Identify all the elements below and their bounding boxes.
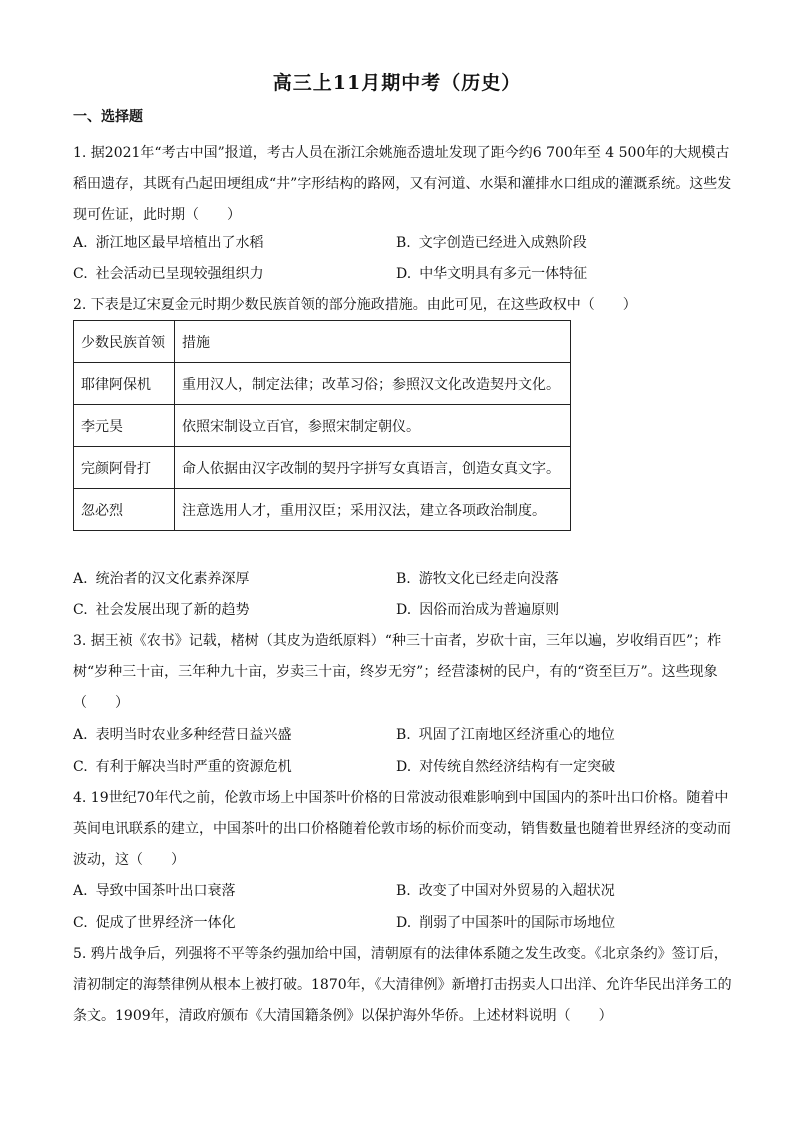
option-text: 因俗而治成为普遍原则 — [419, 602, 560, 618]
option-letter: C. — [73, 266, 88, 282]
table-cell: 耶律阿保机 — [74, 363, 175, 405]
option-text: 浙江地区最早培植出了水稻 — [95, 235, 264, 251]
option-text: 中华文明具有多元一体特征 — [419, 266, 588, 282]
option-letter: C. — [73, 759, 88, 775]
option-letter: D. — [396, 759, 412, 775]
option-letter: D. — [396, 266, 412, 282]
question-1-stem: 1. 据2021年“考古中国”报道，考古人员在浙江余姚施岙遗址发现了距今约6 700年至 4 500年的大规模古稻田遗存，其既有凸起田埂组成“井”字形结构的路网，又有河道、水渠和灌排水口组成的灌溉系统。这些发现可佐证，此时期（ ） — [73, 145, 732, 223]
question-3-option-b[interactable] — [396, 725, 615, 745]
question-4-option-c[interactable] — [73, 913, 236, 933]
option-letter: A. — [73, 883, 88, 899]
section-heading: 一、选择题 — [73, 109, 143, 125]
question-2-option-d[interactable] — [396, 600, 559, 620]
question-2-option-b[interactable] — [396, 569, 559, 589]
question-3-stem: 3. 据王祯《农书》记载，楮树（其皮为造纸原料）“种三十亩者，岁砍十亩，三年以遍，岁收绢百匹”；柞树“岁种三十亩，三年种九十亩，岁卖三十亩，终岁无穷”；经营漆树的民户，有的“资至巨万”。这些现象（ ） — [73, 633, 722, 711]
question-1-option-b[interactable] — [396, 233, 587, 253]
option-text: 导致中国茶叶出口衰落 — [95, 883, 236, 899]
option-text: 社会活动已呈现较强组织力 — [95, 266, 264, 282]
option-letter: B. — [396, 727, 411, 743]
question-4-option-b[interactable] — [396, 881, 615, 901]
option-text: 表明当时农业多种经营日益兴盛 — [95, 727, 292, 743]
option-text: 游牧文化已经走向没落 — [418, 571, 559, 587]
table-header-cell: 少数民族首领 — [74, 321, 175, 363]
option-text: 促成了世界经济一体化 — [95, 915, 236, 931]
option-letter: A. — [73, 727, 88, 743]
option-text: 对传统自然经济结构有一定突破 — [419, 759, 616, 775]
question-4-option-d[interactable] — [396, 913, 615, 933]
table-cell: 李元昊 — [74, 405, 175, 447]
option-letter: D. — [396, 915, 412, 931]
question-3-option-a[interactable] — [73, 725, 292, 745]
question-3-option-d[interactable] — [396, 757, 615, 777]
measures-table — [73, 320, 571, 531]
option-text: 削弱了中国茶叶的国际市场地位 — [419, 915, 616, 931]
table-cell: 命人依据由汉字改制的契丹字拼写女真语言，创造女真文字。 — [175, 447, 571, 489]
question-2-stem: 2. 下表是辽宋夏金元时期少数民族首领的部分施政措施。由此可见，在这些政权中（ ） — [73, 297, 637, 313]
option-letter: C. — [73, 602, 88, 618]
option-letter: A. — [73, 571, 88, 587]
table-row — [74, 405, 571, 447]
table-row — [74, 489, 571, 531]
table-cell: 完颜阿骨打 — [74, 447, 175, 489]
table-cell: 忽必烈 — [74, 489, 175, 531]
option-text: 改变了中国对外贸易的入超状况 — [418, 883, 615, 899]
table-cell: 重用汉人，制定法律；改革习俗；参照汉文化改造契丹文化。 — [175, 363, 571, 405]
table-cell: 注意选用人才，重用汉臣；采用汉法，建立各项政治制度。 — [175, 489, 571, 531]
option-text: 巩固了江南地区经济重心的地位 — [418, 727, 615, 743]
table-header-row — [74, 321, 571, 363]
option-letter: B. — [396, 235, 411, 251]
question-2-option-a[interactable] — [73, 569, 250, 589]
option-text: 统治者的汉文化素养深厚 — [95, 571, 250, 587]
option-letter: D. — [396, 602, 412, 618]
option-letter: B. — [396, 883, 411, 899]
table-cell: 依照宋制设立百官，参照宋制定朝仪。 — [175, 405, 571, 447]
page-title: 高三上11月期中考（历史） — [272, 72, 522, 94]
table-row — [74, 447, 571, 489]
question-1-option-d[interactable] — [396, 264, 587, 284]
question-1-option-c[interactable] — [73, 264, 264, 284]
option-letter: B. — [396, 571, 411, 587]
question-5-stem: 5. 鸦片战争后，列强将不平等条约强加给中国，清朝原有的法律体系随之发生改变。《北京条约》签订后，清初制定的海禁律例从根本上被打破。1870年，《大清律例》新增打击拐卖人口出洋、允许华民出洋务工的条文。1909年，清政府颁布《大清国籍条例》以保护海外华侨。上述材料说明（ ） — [73, 946, 732, 1024]
option-text: 社会发展出现了新的趋势 — [95, 602, 250, 618]
table-row — [74, 363, 571, 405]
question-3-option-c[interactable] — [73, 757, 292, 777]
option-text: 文字创造已经进入成熟阶段 — [418, 235, 587, 251]
option-letter: C. — [73, 915, 88, 931]
question-1-option-a[interactable] — [73, 233, 264, 253]
question-4-stem: 4. 19世纪70年代之前，伦敦市场上中国茶叶价格的日常波动很难影响到中国国内的茶叶出口价格。随着中英间电讯联系的建立，中国茶叶的出口价格随着伦敦市场的标价而变动，销售数量也随着世界经济的变动而波动，这（ ） — [73, 790, 731, 868]
option-letter: A. — [73, 235, 88, 251]
question-4-option-a[interactable] — [73, 881, 236, 901]
table-header-cell: 措施 — [175, 321, 571, 363]
question-2-option-c[interactable] — [73, 600, 250, 620]
option-text: 有利于解决当时严重的资源危机 — [95, 759, 292, 775]
